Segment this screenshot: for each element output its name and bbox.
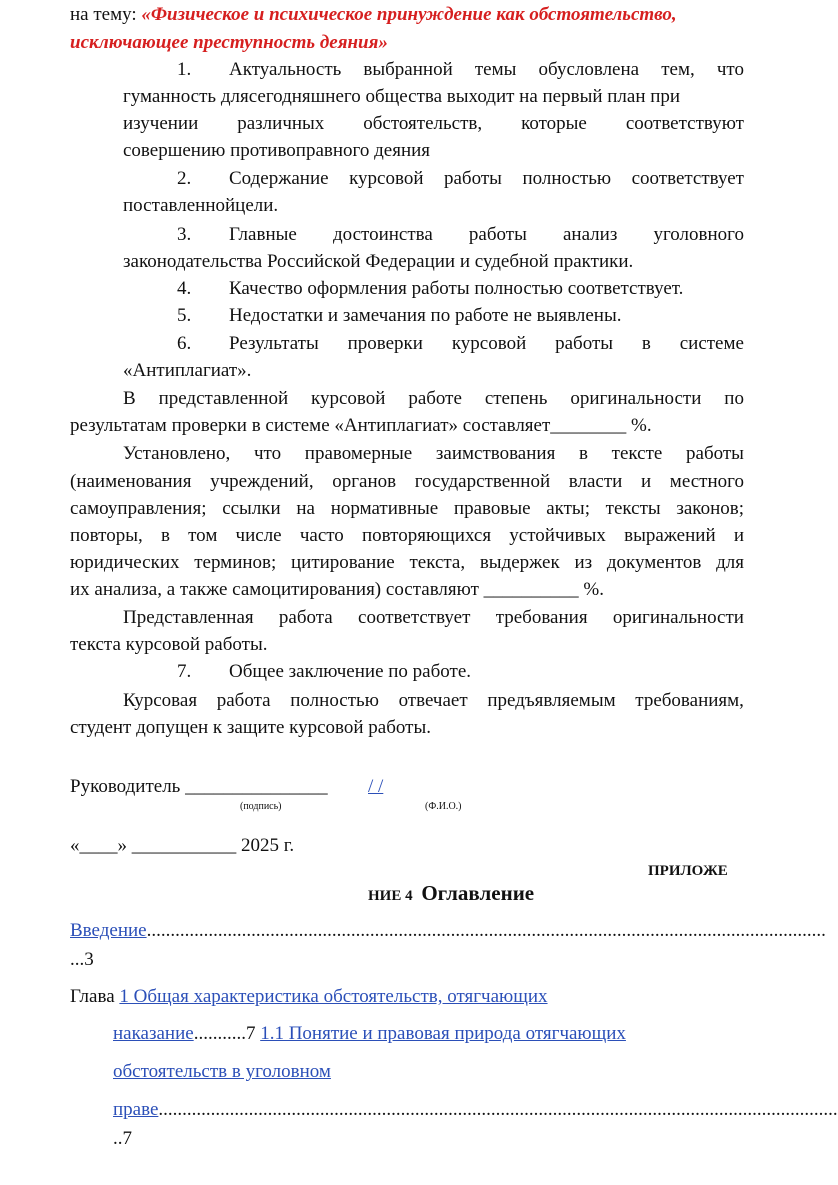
- borrowing-line-4: повторы, в том числе часто повторяющихся устойчивых выражений и: [70, 525, 744, 546]
- item-1-line-1: 1. Актуальность выбранной темы обусловлена тем, что: [177, 59, 744, 80]
- toc-section-1-1-link-end[interactable]: праве: [113, 1099, 159, 1120]
- borrowing-line-5: юридических терминов; цитирование текста, выдержек из документов для: [70, 552, 744, 573]
- toc-title: Оглавление: [421, 881, 535, 905]
- compliance-line-2: текста курсовой работы.: [70, 634, 268, 655]
- item-1-line-4: совершению противоправного деяния: [123, 140, 431, 161]
- originality-line-1: В представленной курсовой работе степень оригинальности по: [123, 388, 744, 409]
- toc-chapter-1-row-2: [113, 1021, 626, 1047]
- item-2-line-1: 2. Содержание курсовой работы полностью соответствует: [177, 168, 744, 189]
- toc-section-1-1-dots: ...............................................................................................................................................: [158, 1099, 838, 1120]
- toc-section-1-1-link-cont[interactable]: обстоятельств в уголовном: [113, 1061, 331, 1082]
- borrowing-line-1: Установлено, что правомерные заимствования в тексте работы: [123, 443, 744, 464]
- appendix-label-part-2: НИЕ 4: [368, 888, 413, 904]
- borrowing-line-6: их анализа, а также самоцитирования) составляют __________ %.: [70, 579, 604, 600]
- conclusion-line-2: студент допущен к защите курсовой работы.: [70, 717, 431, 738]
- toc-intro-row: [70, 918, 826, 944]
- item-4: 4. Качество оформления работы полностью соответствует.: [177, 278, 684, 299]
- toc-chapter-1-page: ...........7: [193, 1023, 256, 1044]
- topic-title-part-2: исключающее преступность деяния»: [70, 32, 388, 53]
- toc-chapter-1-link-end[interactable]: наказание: [113, 1023, 194, 1044]
- topic-prefix: на тему:: [70, 4, 137, 25]
- topic-title-part-1: «Физическое и психическое принуждение как обстоятельство,: [141, 4, 677, 25]
- toc-intro-link[interactable]: Введение: [70, 920, 147, 941]
- item-2-line-2: поставленнойцели.: [123, 195, 279, 216]
- toc-intro-page: ...3: [70, 949, 94, 970]
- item-3-line-2: законодательства Российской Федерации и судебной практики.: [123, 251, 634, 272]
- item-3-line-1: 3. Главные достоинства работы анализ уголовного: [177, 224, 744, 245]
- conclusion-line-1: Курсовая работа полностью отвечает предъявляемым требованиям,: [123, 690, 744, 711]
- item-1-line-2: гуманность длясегодняшнего общества выходит на первый план при: [123, 86, 681, 107]
- toc-chapter-1-row: [70, 984, 548, 1010]
- supervisor-name-link[interactable]: / /: [368, 776, 384, 797]
- item-5: 5. Недостатки и замечания по работе не выявлены.: [177, 305, 622, 326]
- item-1-line-3: изучении различных обстоятельств, которые соответствуют: [123, 113, 744, 134]
- item-7: 7. Общее заключение по работе.: [177, 661, 472, 682]
- toc-chapter-prefix: Глава: [70, 986, 115, 1007]
- topic-line-1: [70, 2, 677, 28]
- toc-section-1-1-row: [113, 1097, 838, 1123]
- compliance-line-1: Представленная работа соответствует требования оригинальности: [123, 607, 744, 628]
- signature-caption: (подпись): [240, 801, 282, 812]
- appendix-heading: [368, 880, 534, 909]
- toc-chapter-1-link[interactable]: 1 Общая характеристика обстоятельств, отягчающих: [119, 986, 548, 1007]
- item-6-line-2: «Антиплагиат».: [123, 360, 252, 381]
- borrowing-line-3: самоуправления; ссылки на нормативные правовые акты; тексты законов;: [70, 498, 744, 519]
- borrowing-line-2: (наименования учреждений, органов государственной власти и местного: [70, 471, 744, 492]
- date-line: «____» ___________ 2025 г.: [70, 835, 295, 856]
- supervisor-line: Руководитель _______________: [70, 776, 328, 797]
- item-6-line-1: 6. Результаты проверки курсовой работы в системе: [177, 333, 744, 354]
- toc-section-1-1-link[interactable]: 1.1 Понятие и правовая природа отягчающих: [260, 1023, 626, 1044]
- toc-intro-dots: ...............................................................................................................................................: [146, 920, 826, 941]
- name-caption: (Ф.И.О.): [425, 801, 462, 812]
- toc-section-1-1-page: ..7: [113, 1128, 132, 1149]
- appendix-label-part-1: ПРИЛОЖЕ: [648, 863, 728, 879]
- originality-line-2: результатам проверки в системе «Антиплагиат» составляет________ %.: [70, 415, 652, 436]
